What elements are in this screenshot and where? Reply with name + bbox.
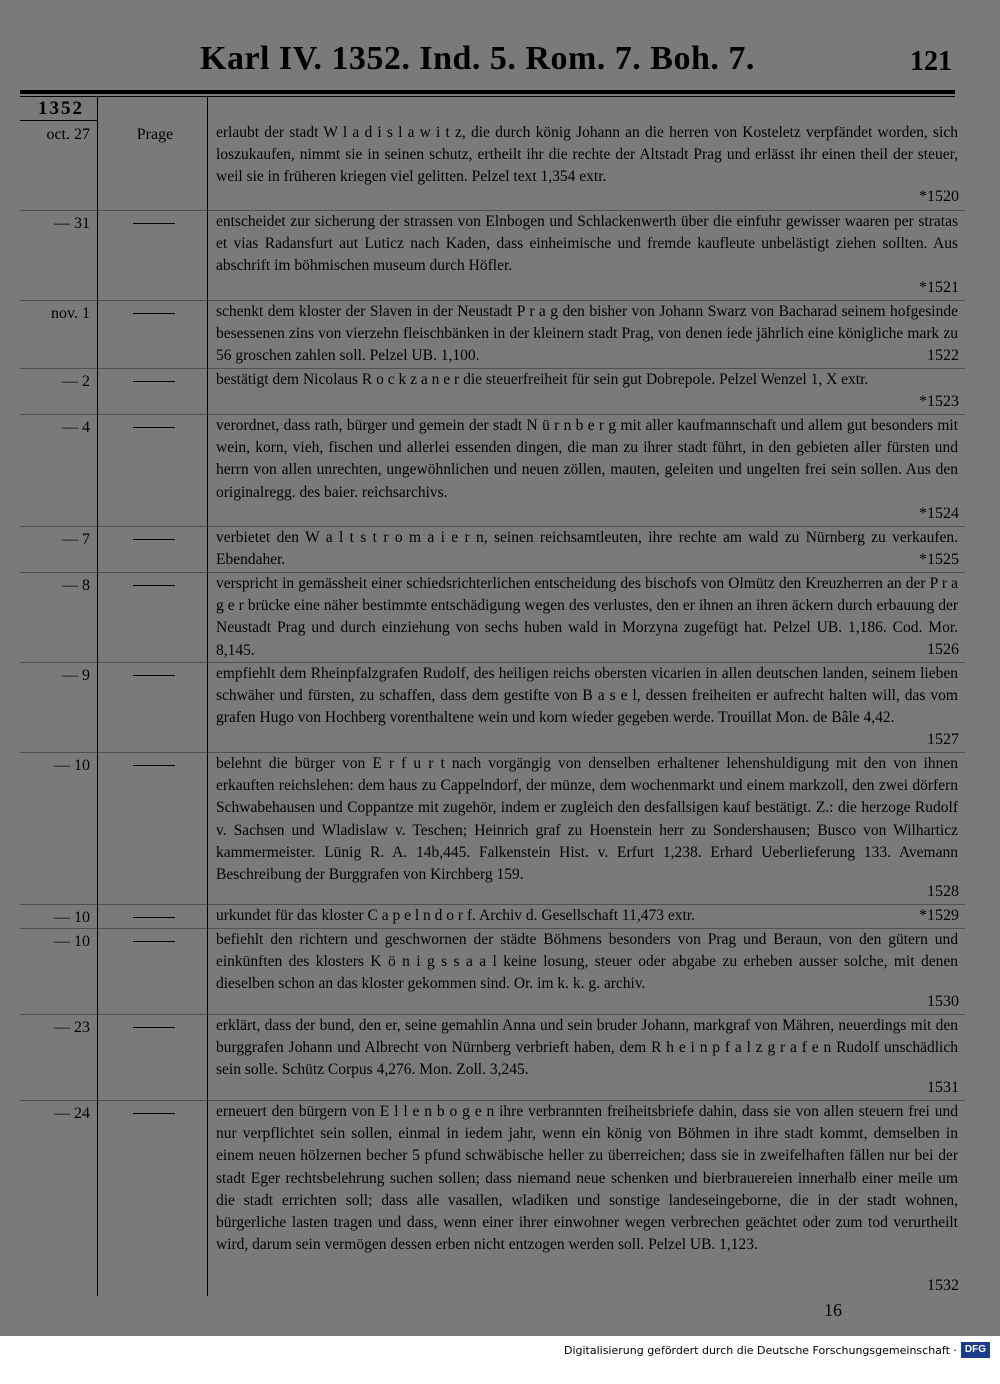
entry-text: empfiehlt dem Rheinpfalzgrafen Rudolf, des heiligen reichs obersten vicarien in allen deutschen landen, seinem lieben schwäher und fürsten, zu schaffen, dass dem gestifte von B a s e l, dessen freiheiten er aufrecht halten will, das vom grafen Hugo von Hochberg vorenthaltene wein und korn wieder gegeben werde. Trouillat Mon. de Bâle 4,42. <box>216 665 958 727</box>
ditto-dash <box>133 1113 175 1114</box>
entry-date: — 7 <box>62 531 90 548</box>
entry-number: 1530 <box>927 993 959 1010</box>
entry-number: *1525 <box>919 551 959 568</box>
regest-entry <box>20 300 965 367</box>
entry-date: — 9 <box>62 667 90 684</box>
regest-entry <box>20 904 965 927</box>
entry-number: 1528 <box>927 883 959 900</box>
entry-text: befiehlt den richtern und geschwornen der städte Böhmens besonders von Prag und Beraun, von den gütern und einkünften des klosters K ö n i g s s a a l keine losung, steuer oder abgabe zu erheben ausser solche, mit denen dieselben schon an das kloster gekommen sind. Or. im k. k. g. archiv. <box>216 931 958 993</box>
entry-number: 1531 <box>927 1079 959 1096</box>
header-rule <box>20 90 955 94</box>
year-rule <box>20 120 98 121</box>
header-rule-thin <box>20 96 955 97</box>
entry-place: Prage <box>136 126 174 143</box>
ditto-dash <box>133 223 175 224</box>
dfg-logo: DFG <box>961 1342 990 1358</box>
entry-text: erklärt, dass der bund, den er, seine gemahlin Anna und sein bruder Johann, markgraf von Mähren, neuerdings mit den burggrafen Johann und Albrecht von Nürnberg verbrieft haben, dem R h e i n p f a l z g r a f e n Rudolf unschädlich sein solle. Schütz Corpus 4,276. Mon. Zoll. 3,245. <box>216 1017 958 1079</box>
ditto-dash <box>133 381 175 382</box>
entry-text: bestätigt dem Nicolaus R o c k z a n e r die steuerfreiheit für sein gut Dobrepole. Pelzel Wenzel 1, X extr. <box>216 371 869 388</box>
funding-credit <box>564 1342 990 1358</box>
ditto-dash <box>133 765 175 766</box>
entry-number: *1520 <box>919 188 959 205</box>
entry-number: 1526 <box>927 641 959 658</box>
regest-entry <box>20 662 965 751</box>
entry-date: — 10 <box>54 933 90 950</box>
entry-text: urkundet für das kloster C a p e l n d o r f. Archiv d. Gesellschaft 11,473 extr. <box>216 907 695 924</box>
sheet-signature: 16 <box>824 1300 842 1320</box>
ditto-dash <box>133 941 175 942</box>
ditto-dash <box>133 917 175 918</box>
entry-number: *1521 <box>919 279 959 296</box>
ditto-dash <box>133 1027 175 1028</box>
funding-credit-text: Digitalisierung gefördert durch die Deutsche Forschungsgemeinschaft · <box>563 1343 957 1357</box>
entry-date: — 23 <box>54 1019 90 1036</box>
regest-entry <box>20 210 965 299</box>
regest-entry <box>20 368 965 413</box>
entry-text: verspricht in gemässheit einer schiedsrichterlichen entscheidung des bischofs von Olmütz den Kreuzherren an der P r a g e r brücke eine näher bestimmte entschädigung wegen des verlustes, den er ihnen an ihren äckern durch erbauung der Neustadt Prag und durch einziehung von sechs huben wald in Morzyna zugefügt hat. Pelzel UB. 1,186. Cod. Mor. 8,145. <box>216 575 958 659</box>
ditto-dash <box>133 585 175 586</box>
ditto-dash <box>133 539 175 540</box>
regest-entry <box>20 752 965 903</box>
entry-text: erlaubt der stadt W l a d i s l a w i t z, die durch könig Johann an die herren von Kosteletz verpfändet worden, sich loszukaufen, nimmt sie in seinen schutz, ertheilt ihr die rechte der Altstadt Prag und erlässt ihr einen theil der steuer, weil sie in früheren kriegen viel gelitten. Pelzel text 1,354 extr. <box>216 124 958 186</box>
entry-text: belehnt die bürger von E r f u r t nach vorgängig von denselben erhaltener lehenshuldigung mit den von ihnen erkauften reichslehen: dem haus zu Cappelndorf, der münze, dem wochenmarkt und einem markzoll, den zwei dörfern Schwabehausen und Coppantze mit zugehör, indem er zugleich den desfallsigen kauf bestätigt. Z.: die herzoge Rudolf v. Sachsen und Wladislaw v. Teschen; Heinrich graf zu Hoenstein herr zu Sondershausen; Busco von Wilharticz kammermeister. Lünig R. A. 14b,445. Falkenstein Hist. v. Erfurt 1,238. Erhard Ueberlieferung 133. Avemann Beschreibung der Burggrafen von Kirchberg 159. <box>216 755 958 884</box>
running-head: Karl IV. 1352. Ind. 5. Rom. 7. Boh. 7. <box>200 40 755 77</box>
regest-entry <box>20 928 965 1013</box>
entry-date: — 31 <box>54 215 90 232</box>
ditto-dash <box>133 427 175 428</box>
entry-number: *1523 <box>919 393 959 410</box>
entry-text: entscheidet zur sicherung der strassen von Elnbogen und Schlackenwerth über die einfuhr gewisser waaren per stratas et vias Radansfurt aut Luticz nach Kaden, dass einheimische und fremde kaufleute unbelästigt ziehen sollten. Aus abschrift im böhmischen museum durch Höfler. <box>216 213 958 275</box>
entry-text: schenkt dem kloster der Slaven in der Neustadt P r a g den bisher von Johann Swarz von Bacharad seinem hofgesinde besessenen zins von vierzehn fleischbänken in der kleinern stadt Prag, von denen iede jährlich eine königliche mark zu 56 groschen zahlen soll. Pelzel UB. 1,100. <box>216 303 958 365</box>
ditto-dash <box>133 313 175 314</box>
entry-number: 1522 <box>927 347 959 364</box>
ditto-dash <box>133 675 175 676</box>
entry-number: 1527 <box>927 731 959 748</box>
regest-entry <box>20 1014 965 1099</box>
entry-number: *1524 <box>919 505 959 522</box>
entry-text: erneuert den bürgern von E l l e n b o g e n ihre verbrannten freiheitsbriefe dahin, dass sie von allen steuern frei und nur verpflichtet sein sollen, einmal in iedem jahr, wenn ein könig von Böhmen in ihre stadt kommt, demselben in einem neuen hölzernen becher 5 pfund schwäbische heller zu überreichen; dass sie in zweifelhaften fällen nur bei der stadt Eger rechtsbelehrung suchen sollen; dass niemand neue schenken und bierbrauereien innerhalb einer meile um die stadt errichten soll; dass alle vasallen, wladiken und sonstige landeseingeborne, die in der stadt wohnen, bürgerliche lasten tragen und dass, wenn einer ihrer einwohner wegen verbrechen geächtet oder zum tod verurtheilt wird, darum sein vermögen dessen erben nicht entzogen werden soll. Pelzel UB. 1,123. <box>216 1103 958 1254</box>
regest-entry <box>20 572 965 661</box>
regest-entry <box>20 526 965 571</box>
entry-date: nov. 1 <box>51 305 90 322</box>
entry-date: — 10 <box>54 757 90 774</box>
entry-date: — 4 <box>62 419 90 436</box>
entry-number: *1529 <box>919 907 959 924</box>
entry-text: verbietet den W a l t s t r o m a i e r n, seinen reichsamtleuten, ihre rechte am wald zu Nürnberg zu verkaufen. Ebendaher. <box>216 529 958 569</box>
entry-date: — 10 <box>54 909 90 926</box>
year-label: 1352 <box>38 98 84 119</box>
entry-text: verordnet, dass rath, bürger und gemein der stadt N ü r n b e r g mit aller kaufmannschaft und allem gut besonders mit wein, korn, vieh, fischen und allerlei essenden dingen, die man zu ihrer stadt führt, in den gebieten aller fürsten und herrn von allen unrechten, ungewöhnlichen und neuen zöllen, mauten, geleiten und ungelten frei sein sollen. Aus den originalregg. des baier. reichsarchivs. <box>216 417 958 501</box>
entry-number: 1532 <box>927 1277 959 1294</box>
entry-date: — 2 <box>62 373 90 390</box>
entry-date: oct. 27 <box>46 126 90 143</box>
regest-entry <box>20 1100 965 1297</box>
entry-date: — 8 <box>62 577 90 594</box>
regest-entry <box>20 414 965 525</box>
page-number: 121 <box>910 46 952 77</box>
regest-entry <box>20 122 965 208</box>
entry-date: — 24 <box>54 1105 90 1122</box>
